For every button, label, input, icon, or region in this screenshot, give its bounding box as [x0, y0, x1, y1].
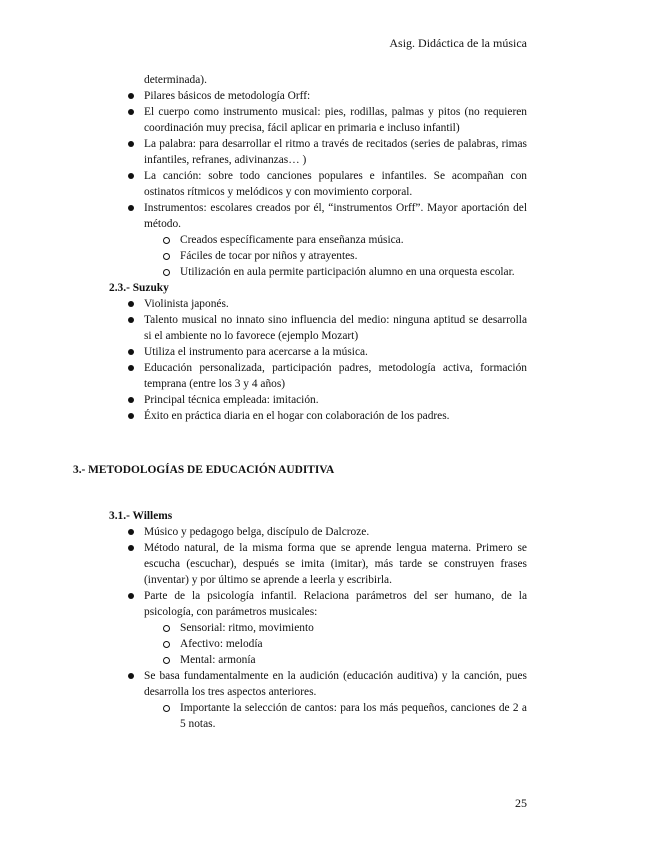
sublist-item: Utilización en aula permite participación alumno en una orquesta escolar.: [0, 264, 655, 280]
list-item: Talento musical no innato sino influencia del medio: ninguna aptitud se desarrolla si el ambiente no lo favorece (ejemplo Mozart): [0, 312, 655, 344]
circle-bullet-icon: [163, 269, 170, 276]
page-header: Asig. Didáctica de la música: [389, 36, 527, 50]
bullet-icon: [128, 545, 134, 551]
list-item: El cuerpo como instrumento musical: pies, rodillas, palmas y pitos (no requieren coordinación muy precisa, fácil aplicar en primaria e incluso infantil): [0, 104, 655, 136]
list-item: Utiliza el instrumento para acercarse a la música.: [0, 344, 655, 360]
continuation-text: determinada).: [144, 74, 207, 86]
circle-bullet-icon: [163, 657, 170, 664]
circle-bullet-icon: [163, 237, 170, 244]
list-item: La palabra: para desarrollar el ritmo a través de recitados (series de palabras, rimas infantiles, refranes, adivinanzas… ): [0, 136, 655, 168]
list-item: La canción: sobre todo canciones populares e infantiles. Se acompañan con ostinatos rítmicos y melódicos y con movimiento corporal.: [0, 168, 655, 200]
bullet-icon: [128, 93, 134, 99]
sublist-item: Fáciles de tocar por niños y atrayentes.: [0, 248, 655, 264]
bullet-icon: [128, 365, 134, 371]
bullet-icon: [128, 593, 134, 599]
suzuki-list: [0, 296, 655, 424]
willems-list-cont: [0, 668, 655, 700]
page-body: [0, 72, 655, 732]
bullet-icon: [128, 141, 134, 147]
sublist-item: Afectivo: melodía: [0, 636, 655, 652]
page-number: 25: [515, 796, 527, 810]
willems-sublist-a: [0, 620, 655, 668]
list-item: Éxito en práctica diaria en el hogar con colaboración de los padres.: [0, 408, 655, 424]
list-item: Pilares básicos de metodología Orff:: [0, 88, 655, 104]
list-item: Violinista japonés.: [0, 296, 655, 312]
list-item: Instrumentos: escolares creados por él, “instrumentos Orff”. Mayor aportación del método.: [0, 200, 655, 232]
list-item: Parte de la psicología infantil. Relaciona parámetros del ser humano, de la psicología, con parámetros musicales:: [0, 588, 655, 620]
list-item: Educación personalizada, participación padres, metodología activa, formación temprana (entre los 3 y 4 años): [0, 360, 655, 392]
list-item: Método natural, de la misma forma que se aprende lengua materna. Primero se escucha (escuchar), después se imita (imitar), más tarde se construyen frases (inventar) y por último se aprende a leerla y escribirla.: [0, 540, 655, 588]
bullet-icon: [128, 413, 134, 419]
circle-bullet-icon: [163, 641, 170, 648]
bullet-icon: [128, 397, 134, 403]
willems-heading: 3.1.- Willems: [109, 510, 173, 522]
bullet-icon: [128, 173, 134, 179]
willems-list: [0, 524, 655, 620]
bullet-icon: [128, 349, 134, 355]
circle-bullet-icon: [163, 705, 170, 712]
list-item: Se basa fundamentalmente en la audición (educación auditiva) y la canción, pues desarrolla los tres aspectos anteriores.: [0, 668, 655, 700]
sublist-item: Mental: armonía: [0, 652, 655, 668]
bullet-icon: [128, 301, 134, 307]
circle-bullet-icon: [163, 253, 170, 260]
bullet-icon: [128, 205, 134, 211]
bullet-icon: [128, 109, 134, 115]
list-item: Músico y pedagogo belga, discípulo de Dalcroze.: [0, 524, 655, 540]
list-item: Principal técnica empleada: imitación.: [0, 392, 655, 408]
orff-sublist: [0, 232, 655, 280]
bullet-icon: [128, 529, 134, 535]
circle-bullet-icon: [163, 625, 170, 632]
section-heading: 3.- METODOLOGÍAS DE EDUCACIÓN AUDITIVA: [73, 464, 335, 476]
suzuki-heading: 2.3.- Suzuky: [109, 282, 169, 294]
sublist-item: Sensorial: ritmo, movimiento: [0, 620, 655, 636]
bullet-icon: [128, 673, 134, 679]
sublist-item: Creados específicamente para enseñanza música.: [0, 232, 655, 248]
sublist-item: Importante la selección de cantos: para los más pequeños, canciones de 2 a 5 notas.: [0, 700, 655, 732]
orff-list: [0, 88, 655, 232]
bullet-icon: [128, 317, 134, 323]
willems-sublist-b: [0, 700, 655, 732]
